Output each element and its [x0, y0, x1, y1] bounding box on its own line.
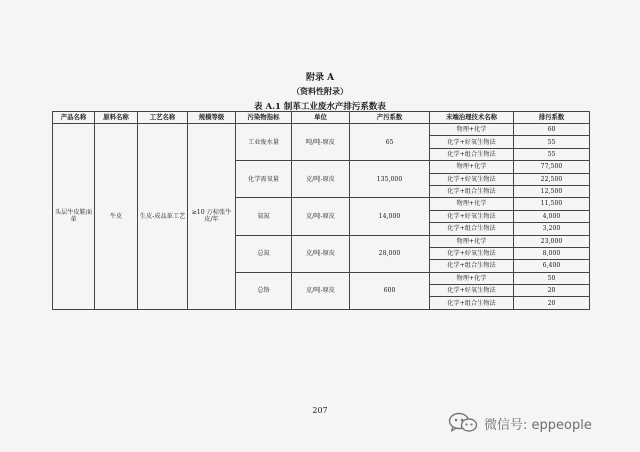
product-name-cell: 头层牛皮鞋面革: [53, 124, 95, 310]
header-treatment-technology: 末端治理技术名称: [430, 112, 514, 124]
discharge-coefficient-cell: 20: [514, 297, 590, 309]
generation-coefficient-cell: 135,000: [350, 161, 430, 198]
treatment-tech-cell: 物理+化学: [430, 161, 514, 173]
treatment-tech-cell: 化学+好氧生物法: [430, 247, 514, 259]
header-product: 产品名称: [53, 112, 95, 124]
generation-coefficient-cell: 14,000: [350, 198, 430, 235]
indicator-cell: 总氮: [236, 235, 292, 272]
emission-coefficient-table: [52, 111, 590, 310]
discharge-coefficient-cell: 55: [514, 136, 590, 148]
treatment-tech-cell: 物理+化学: [430, 198, 514, 210]
discharge-coefficient-cell: 11,500: [514, 198, 590, 210]
indicator-cell: 化学需氧量: [236, 161, 292, 198]
discharge-coefficient-cell: 60: [514, 124, 590, 136]
header-process: 工艺名称: [138, 112, 188, 124]
unit-cell: 克/吨-原皮: [292, 235, 350, 272]
generation-coefficient-cell: 28,000: [350, 235, 430, 272]
treatment-tech-cell: 化学+组合生物法: [430, 297, 514, 309]
treatment-tech-cell: 物理+化学: [430, 272, 514, 284]
treatment-tech-cell: 化学+好氧生物法: [430, 136, 514, 148]
appendix-title: 附录 A: [305, 73, 335, 83]
table-header-row: [53, 112, 590, 124]
table-title: 表 A.1 制革工业废水产排污系数表: [254, 102, 386, 112]
discharge-coefficient-cell: 6,400: [514, 260, 590, 272]
treatment-tech-cell: 化学+好氧生物法: [430, 285, 514, 297]
wechat-icon: [448, 412, 478, 434]
indicator-cell: 氨氮: [236, 198, 292, 235]
appendix-subtitle: （资料性附录）: [292, 86, 348, 96]
header-discharge-coefficient: 排污系数: [514, 112, 590, 124]
indicator-cell: 工业废水量: [236, 124, 292, 161]
treatment-tech-cell: 物理+化学: [430, 235, 514, 247]
wechat-watermark: [448, 412, 592, 434]
header-unit: 单位: [292, 112, 350, 124]
treatment-tech-cell: 化学+组合生物法: [430, 185, 514, 197]
unit-cell: 克/吨-原皮: [292, 161, 350, 198]
discharge-coefficient-cell: 20: [514, 285, 590, 297]
watermark-text: 微信号: eppeople: [484, 417, 592, 433]
treatment-tech-cell: 物理+化学: [430, 124, 514, 136]
discharge-coefficient-cell: 77,500: [514, 161, 590, 173]
unit-cell: 吨/吨-原皮: [292, 124, 350, 161]
unit-cell: 克/吨-原皮: [292, 272, 350, 309]
header-indicator: 污染物指标: [236, 112, 292, 124]
header-generation-coefficient: 产污系数: [350, 112, 430, 124]
treatment-tech-cell: 化学+好氧生物法: [430, 173, 514, 185]
indicator-cell: 总铬: [236, 272, 292, 309]
scale-level-cell: ≥10 万标张牛皮/年: [188, 124, 236, 310]
unit-cell: 克/吨-原皮: [292, 198, 350, 235]
discharge-coefficient-cell: 23,000: [514, 235, 590, 247]
treatment-tech-cell: 化学+组合生物法: [430, 148, 514, 160]
discharge-coefficient-cell: 22,500: [514, 173, 590, 185]
discharge-coefficient-cell: 8,000: [514, 247, 590, 259]
header-scale: 规模等级: [188, 112, 236, 124]
header-material: 原料名称: [95, 112, 138, 124]
page-number: 207: [312, 406, 328, 415]
table-row: [53, 124, 590, 136]
treatment-tech-cell: 化学+组合生物法: [430, 260, 514, 272]
generation-coefficient-cell: 65: [350, 124, 430, 161]
discharge-coefficient-cell: 3,200: [514, 223, 590, 235]
material-name-cell: 牛皮: [95, 124, 138, 310]
treatment-tech-cell: 化学+好氧生物法: [430, 210, 514, 222]
discharge-coefficient-cell: 50: [514, 272, 590, 284]
discharge-coefficient-cell: 12,500: [514, 185, 590, 197]
treatment-tech-cell: 化学+组合生物法: [430, 223, 514, 235]
discharge-coefficient-cell: 55: [514, 148, 590, 160]
process-name-cell: 生皮-成品革工艺: [138, 124, 188, 310]
discharge-coefficient-cell: 4,000: [514, 210, 590, 222]
generation-coefficient-cell: 600: [350, 272, 430, 309]
